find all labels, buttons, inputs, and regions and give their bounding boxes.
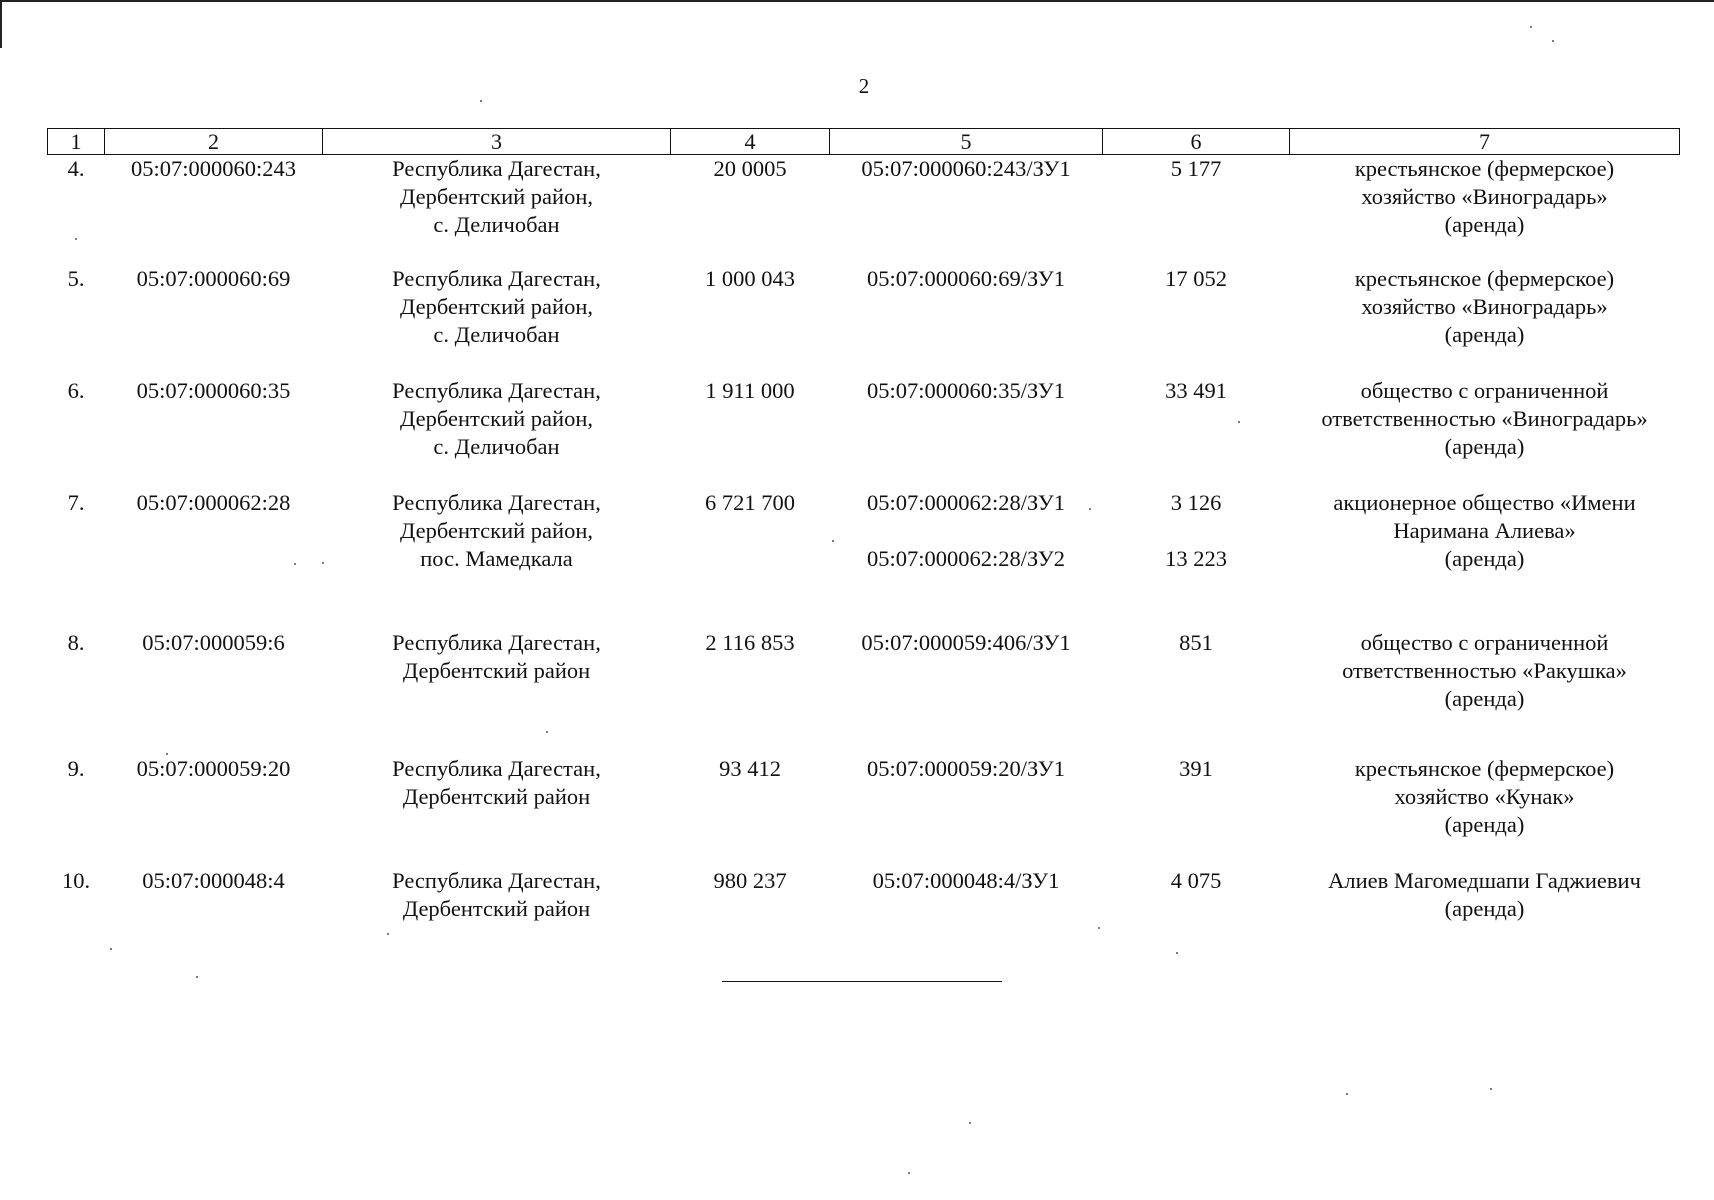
location-line: Дербентский район, [400, 517, 593, 543]
location-line: Республика Дагестан, [392, 377, 601, 403]
plot-designations [830, 867, 1103, 957]
row-number: 5. [67, 265, 85, 291]
rights-holder-line: (аренда) [1444, 321, 1525, 347]
scan-speck [832, 540, 834, 542]
rights-holder-line: хозяйство «Кунак» [1394, 783, 1575, 809]
plot-areas [1103, 265, 1290, 377]
scan-speck [1238, 421, 1240, 423]
location [323, 867, 671, 957]
scan-speck [322, 562, 324, 564]
cadastral-number: 05:07:000060:69 [136, 265, 291, 291]
cadastral-number: 05:07:000060:35 [136, 377, 291, 403]
rights-holder-line: (аренда) [1444, 895, 1525, 921]
plot-designation: 05:07:000062:28/ЗУ1 [867, 489, 1065, 515]
column-header-2: 2 [105, 129, 323, 155]
scan-speck [387, 933, 389, 935]
plot-areas [1103, 629, 1290, 755]
rights-holder [1290, 489, 1680, 629]
location-line: с. Деличобан [433, 433, 560, 459]
rights-holder-line: (аренда) [1444, 433, 1525, 459]
page-number: 2 [858, 74, 870, 98]
scan-speck [1552, 40, 1554, 42]
table-row [48, 377, 1680, 489]
location-line: Дербентский район, [400, 184, 593, 209]
rights-holder-line: крестьянское (фермерское) [1354, 755, 1615, 781]
plot-areas [1103, 755, 1290, 867]
scan-speck [1089, 508, 1091, 510]
plot-areas [1103, 377, 1290, 489]
location [323, 155, 671, 265]
location-line: Дербентский район [402, 783, 591, 809]
row-number: 7. [67, 489, 85, 515]
row-number: 4. [67, 156, 85, 181]
location [323, 489, 671, 629]
location [323, 629, 671, 755]
rights-holder-line: Алиев Магомедшапи Гаджиевич [1328, 867, 1641, 893]
plot-designations [830, 377, 1103, 489]
plot-area: 5 177 [1170, 156, 1222, 181]
cadastral-number: 05:07:000062:28 [136, 489, 291, 515]
row-number: 10. [61, 867, 91, 893]
plot-area: 3 126 [1170, 489, 1222, 515]
plot-area: 851 [1179, 629, 1213, 655]
scan-speck [166, 753, 168, 755]
scan-edge-left [0, 0, 2, 48]
scan-speck [908, 1172, 910, 1174]
rights-holder-line: Наримана Алиева» [1393, 517, 1576, 543]
column-header-4: 4 [671, 129, 830, 155]
rights-holder [1290, 265, 1680, 377]
plot-areas [1103, 489, 1290, 629]
scan-speck [1176, 952, 1178, 954]
scan-speck [969, 1122, 971, 1124]
row-number: 6. [67, 377, 85, 403]
scan-speck [1346, 1093, 1348, 1095]
rights-holder-line: общество с ограниченной [1360, 377, 1609, 403]
scan-speck [1490, 1088, 1492, 1090]
plot-area: 33 491 [1165, 377, 1227, 403]
location-line: Республика Дагестан, [392, 629, 601, 655]
rights-holder [1290, 377, 1680, 489]
location-line: с. Деличобан [433, 321, 560, 347]
rights-holder-line: (аренда) [1444, 212, 1525, 237]
scan-speck [1530, 26, 1532, 28]
column-header-3: 3 [323, 129, 671, 155]
plot-designations [830, 489, 1103, 629]
plot-designations [830, 155, 1103, 265]
table-header [48, 129, 1680, 155]
scan-speck [196, 976, 198, 978]
table-row [48, 867, 1680, 957]
plot-areas [1103, 155, 1290, 265]
plot-designation: 05:07:000060:69/ЗУ1 [867, 265, 1065, 291]
cadastral-number: 05:07:000059:6 [142, 629, 285, 655]
location-line: пос. Мамедкала [420, 545, 573, 571]
plot-area: 391 [1179, 755, 1213, 781]
plot-area: 17 052 [1165, 265, 1227, 291]
rights-holder-line: ответственностью «Ракушка» [1342, 657, 1627, 683]
plot-designations [830, 265, 1103, 377]
location-line: Республика Дагестан, [392, 265, 601, 291]
location-line: с. Деличобан [433, 212, 560, 237]
table-row [48, 629, 1680, 755]
rights-holder [1290, 755, 1680, 867]
total-area: 2 116 853 [705, 629, 795, 655]
rights-holder-line: хозяйство «Виноградарь» [1361, 293, 1608, 319]
scan-speck [110, 948, 112, 950]
location-line: Республика Дагестан, [392, 156, 601, 181]
location-line: Республика Дагестан, [392, 867, 601, 893]
scan-speck [480, 100, 482, 102]
rights-holder-line: крестьянское (фермерское) [1354, 156, 1615, 181]
plot-designations [830, 755, 1103, 867]
location [323, 377, 671, 489]
cadastral-number: 05:07:000059:20 [136, 755, 291, 781]
total-area: 93 412 [719, 755, 781, 781]
rights-holder-line: хозяйство «Виноградарь» [1361, 184, 1608, 209]
total-area: 1 911 000 [705, 377, 795, 403]
rights-holder-line: (аренда) [1444, 685, 1525, 711]
location-line: Дербентский район, [400, 405, 593, 431]
rights-holder-line: общество с ограниченной [1360, 629, 1609, 655]
plot-area: 4 075 [1170, 867, 1222, 893]
scan-speck [1098, 927, 1100, 929]
rights-holder-line: ответственностью «Виноградарь» [1321, 405, 1648, 431]
rights-holder-line: (аренда) [1444, 545, 1525, 571]
location-line: Дербентский район [402, 657, 591, 683]
land-plots-table [47, 128, 1680, 957]
plot-designation: 05:07:000059:406/ЗУ1 [861, 629, 1071, 655]
location [323, 755, 671, 867]
cadastral-number: 05:07:000048:4 [142, 867, 285, 893]
rights-holder [1290, 629, 1680, 755]
table-row [48, 265, 1680, 377]
table-body [48, 155, 1680, 957]
column-header-6: 6 [1103, 129, 1290, 155]
scan-speck [294, 563, 296, 565]
rights-holder [1290, 155, 1680, 265]
total-area: 980 237 [713, 867, 787, 893]
row-number: 9. [67, 755, 85, 781]
plot-areas [1103, 867, 1290, 957]
location-line: Республика Дагестан, [392, 489, 601, 515]
cadastral-number: 05:07:000060:243 [130, 156, 296, 181]
location-line: Дербентский район [402, 895, 591, 921]
plot-designation: 05:07:000060:243/ЗУ1 [861, 156, 1071, 181]
plot-designation: 05:07:000062:28/ЗУ2 [867, 545, 1065, 571]
plot-designation: 05:07:000060:35/ЗУ1 [867, 377, 1065, 403]
end-of-document-rule [722, 981, 1002, 982]
total-area: 1 000 043 [705, 265, 795, 291]
plot-area: 13 223 [1165, 545, 1227, 571]
column-header-1: 1 [48, 129, 105, 155]
rights-holder-line: крестьянское (фермерское) [1354, 265, 1615, 291]
table-row [48, 155, 1680, 265]
total-area: 20 0005 [713, 156, 787, 181]
rights-holder-line: (аренда) [1444, 811, 1525, 837]
table-row [48, 489, 1680, 629]
rights-holder-line: акционерное общество «Имени [1333, 489, 1636, 515]
scan-speck [75, 238, 77, 240]
location-line: Дербентский район, [400, 293, 593, 319]
row-number: 8. [67, 629, 85, 655]
location-line: Республика Дагестан, [392, 755, 601, 781]
column-header-5: 5 [830, 129, 1103, 155]
location [323, 265, 671, 377]
plot-designations [830, 629, 1103, 755]
scan-edge-top [0, 0, 1714, 2]
total-area: 6 721 700 [705, 489, 795, 515]
rights-holder [1290, 867, 1680, 957]
column-header-7: 7 [1290, 129, 1680, 155]
plot-designation: 05:07:000048:4/ЗУ1 [872, 867, 1060, 893]
plot-designation: 05:07:000059:20/ЗУ1 [867, 755, 1065, 781]
scan-speck [546, 731, 548, 733]
header-row [48, 129, 1680, 155]
table-row [48, 755, 1680, 867]
